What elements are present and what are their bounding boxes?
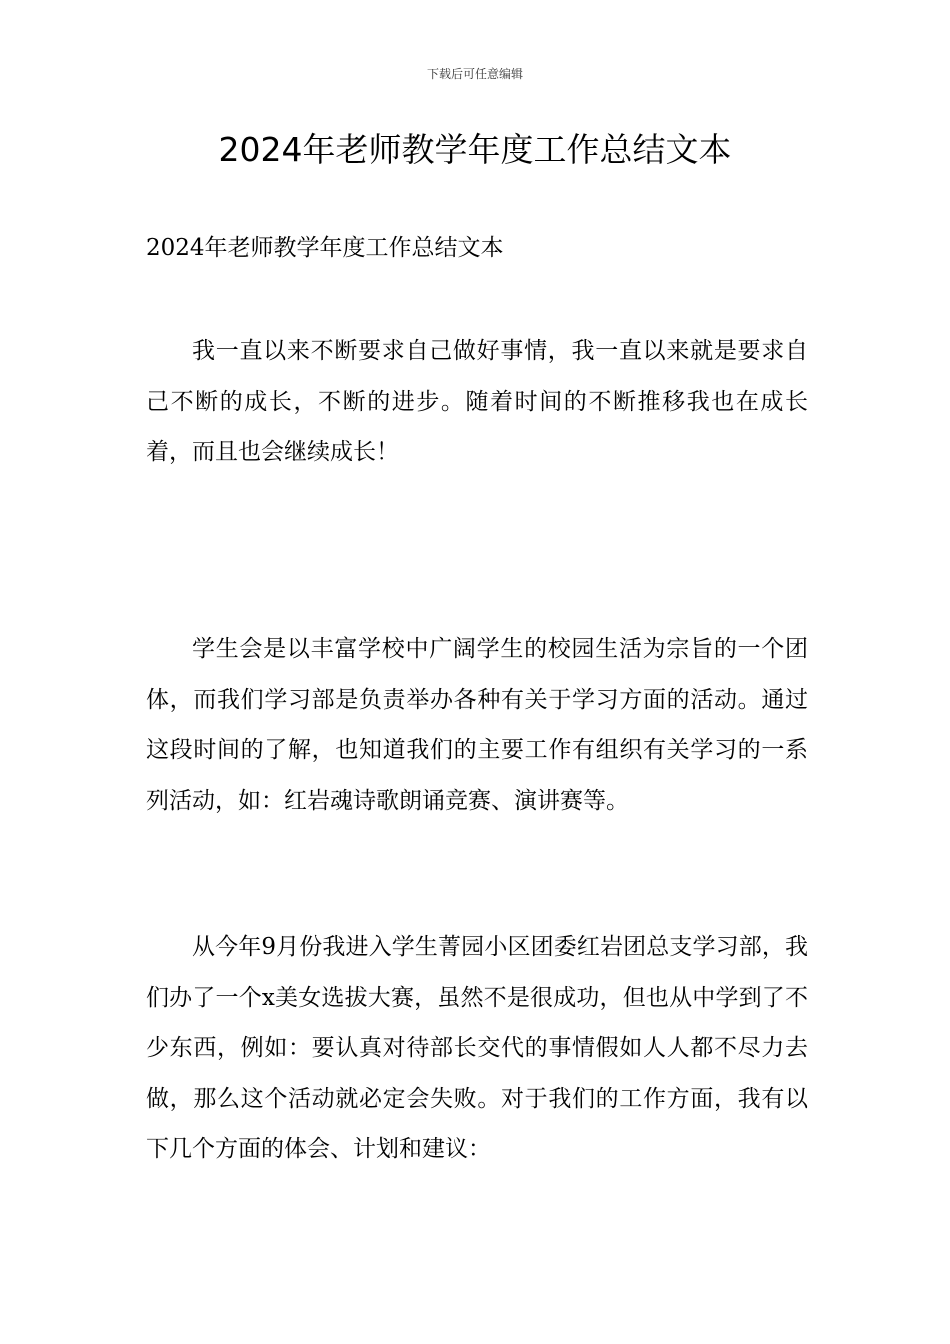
paragraph-3: 从今年9月份我进入学生菁园小区团委红岩团总支学习部，我们办了一个x美女选拔大赛，虽然不是很成功，但也从中学到了不少东西，例如：要认真对待部长交代的事情假如人人都不尽力去做，那么这个活动就必定会失败。对于我们的工作方面，我有以下几个方面的体会、计划和建议： <box>146 934 808 1162</box>
document-subtitle: 2024年老师教学年度工作总结文本 <box>146 235 504 261</box>
paragraph-1: 我一直以来不断要求自己做好事情，我一直以来就是要求自己不断的成长，不断的进步。随着时间的不断推移我也在成长着，而且也会继续成长！ <box>146 338 808 465</box>
header-note: 下载后可任意编辑 <box>426 67 523 81</box>
paragraph-2: 学生会是以丰富学校中广阔学生的校园生活为宗旨的一个团体，而我们学习部是负责举办各种有关于学习方面的活动。通过这段时间的了解，也知道我们的主要工作有组织有关学习的一系列活动，如：红岩魂诗歌朗诵竞赛、演讲赛等。 <box>146 636 808 814</box>
document-title: 2024年老师教学年度工作总结文本 <box>218 130 732 169</box>
